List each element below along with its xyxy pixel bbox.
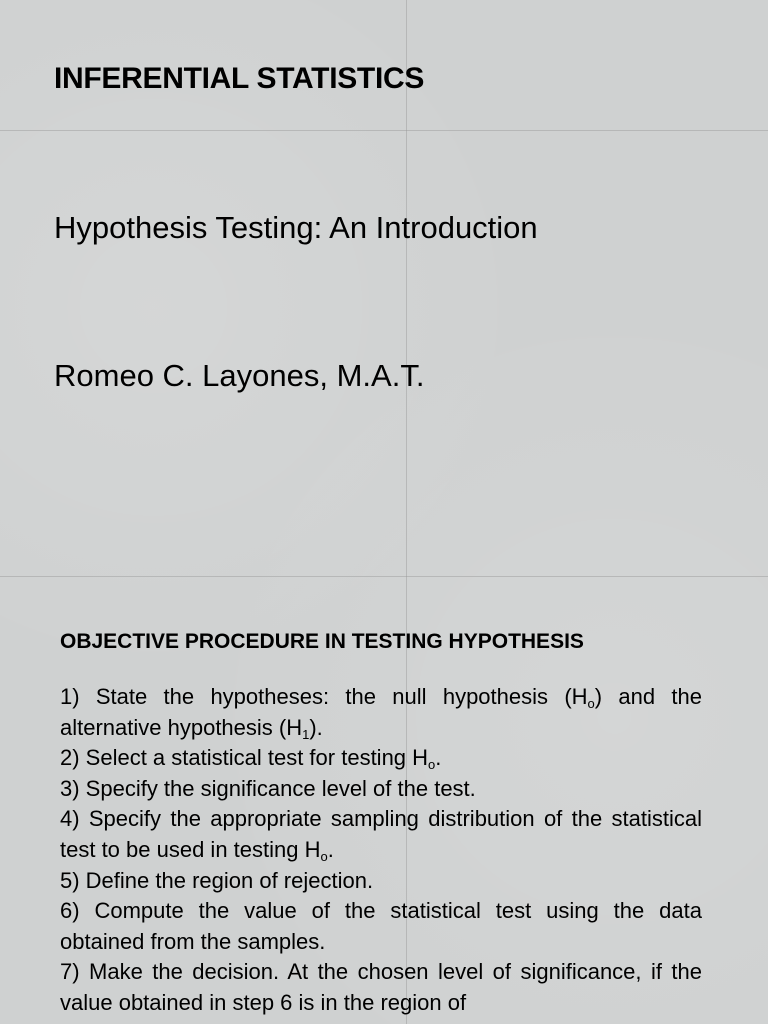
procedure-steps [60,682,702,1019]
procedure-step-1: 1) State the hypotheses: the null hypothesis $(H_o)$ and the alternative hypothesis $(H_1)$. [60,684,702,742]
procedure-step-3: 3) Specify the significance level of the test. [60,775,476,801]
procedure-slide [60,630,702,1019]
procedure-step-4: 4) Specify the appropriate sampling distribution of the statistical test to be used in testing $H_o$. [60,806,702,864]
slide-author: Romeo C. Layones, M.A.T. [54,358,425,393]
background-gridline [0,130,768,131]
procedure-heading: OBJECTIVE PROCEDURE IN TESTING HYPOTHESIS [60,630,584,653]
procedure-step-6: 6) Compute the value of the statistical test using the data obtained from the samples. [60,898,702,954]
slide-title: INFERENTIAL STATISTICS [54,62,425,95]
procedure-step-5: 5) Define the region of rejection. [60,867,374,893]
slide-subtitle: Hypothesis Testing: An Introduction [54,210,538,245]
background-gridline [0,576,768,577]
procedure-step-7: 7) Make the decision. At the chosen level of significance, if the value obtained in step 6 is in the region of [60,959,702,1015]
procedure-step-2: 2) Select a statistical test for testing $H_o$. [60,745,442,773]
